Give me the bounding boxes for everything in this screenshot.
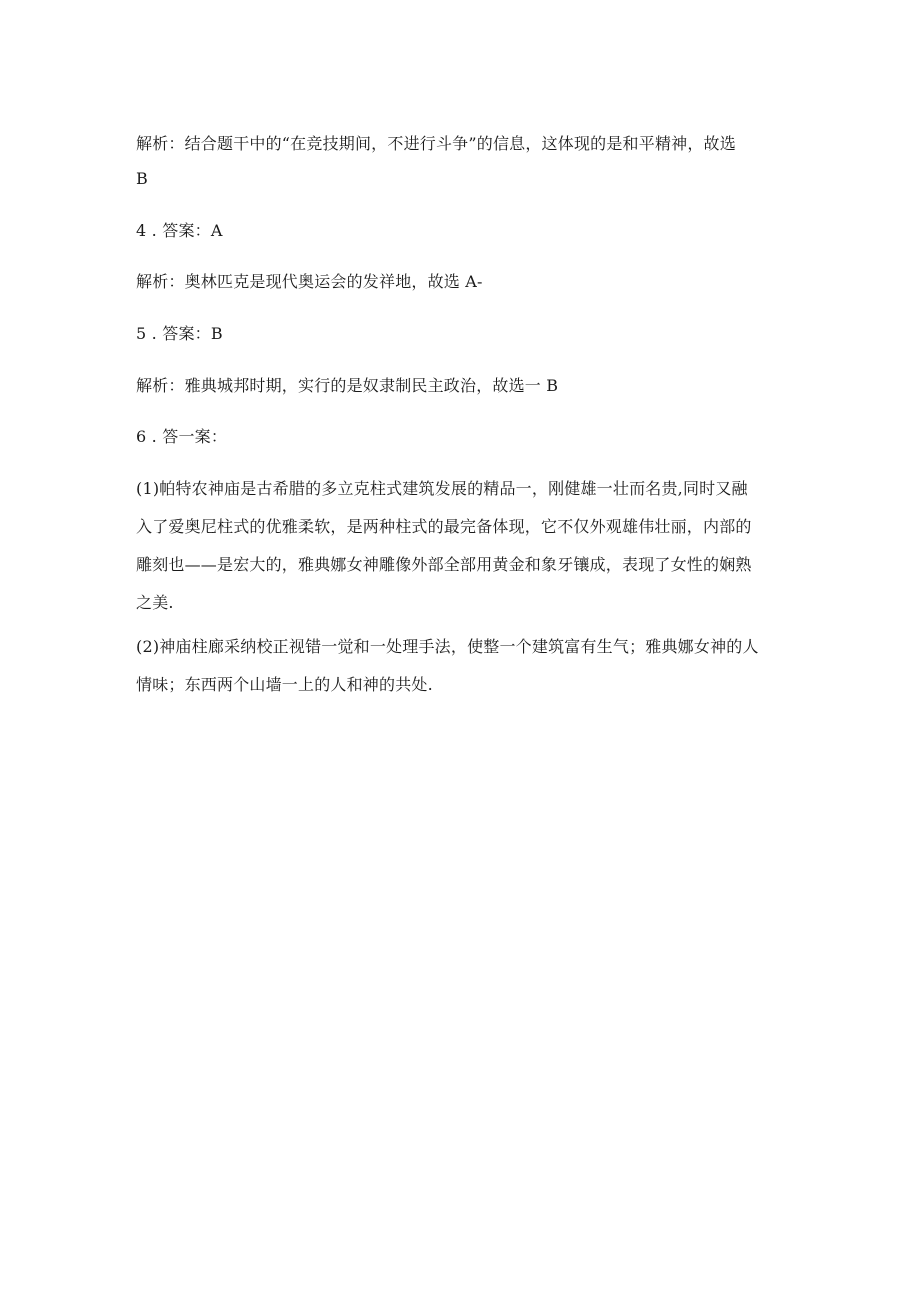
q6-part1-line: 入了爱奥尼柱式的优雅柔软，是两种柱式的最完备体现，它不仅外观雄伟壮丽，内部的 — [136, 517, 752, 536]
q6-part1-line: 之美. — [136, 593, 174, 612]
q6-part1-paragraph — [136, 470, 786, 622]
q4-analysis: 解析：奥林匹克是现代奥运会的发祥地，故选 A- — [136, 272, 483, 291]
q6-part2-line: 情味；东西两个山墙一上的人和神的共处. — [136, 675, 433, 694]
q3-analysis-line2: B — [136, 169, 148, 188]
q6-part2-paragraph — [136, 628, 786, 704]
q5-analysis: 解析：雅典城邦时期，实行的是奴隶制民主政治，故选一 B — [136, 376, 559, 395]
q6-part1-line: (1)帕特农神庙是古希腊的多立克柱式建筑发展的精品一，刚健雄一壮而名贵,同时又融 — [136, 479, 748, 498]
q5-answer: 5 . 答案：B — [136, 324, 223, 343]
q6-part2-line: (2)神庙柱廊采纳校正视错一觉和一处理手法，使整一个建筑富有生气；雅典娜女神的人 — [136, 637, 759, 656]
q4-answer: 4 . 答案：A — [136, 221, 223, 240]
q6-part1-line: 雕刻也——是宏大的，雅典娜女神雕像外部全部用黄金和象牙镶成，表现了女性的娴熟 — [136, 555, 752, 574]
q3-analysis-line1: 解析：结合题干中的“在竞技期间，不进行斗争”的信息，这体现的是和平精神，故选 — [136, 134, 736, 153]
q6-answer: 6 . 答一案： — [136, 427, 228, 446]
